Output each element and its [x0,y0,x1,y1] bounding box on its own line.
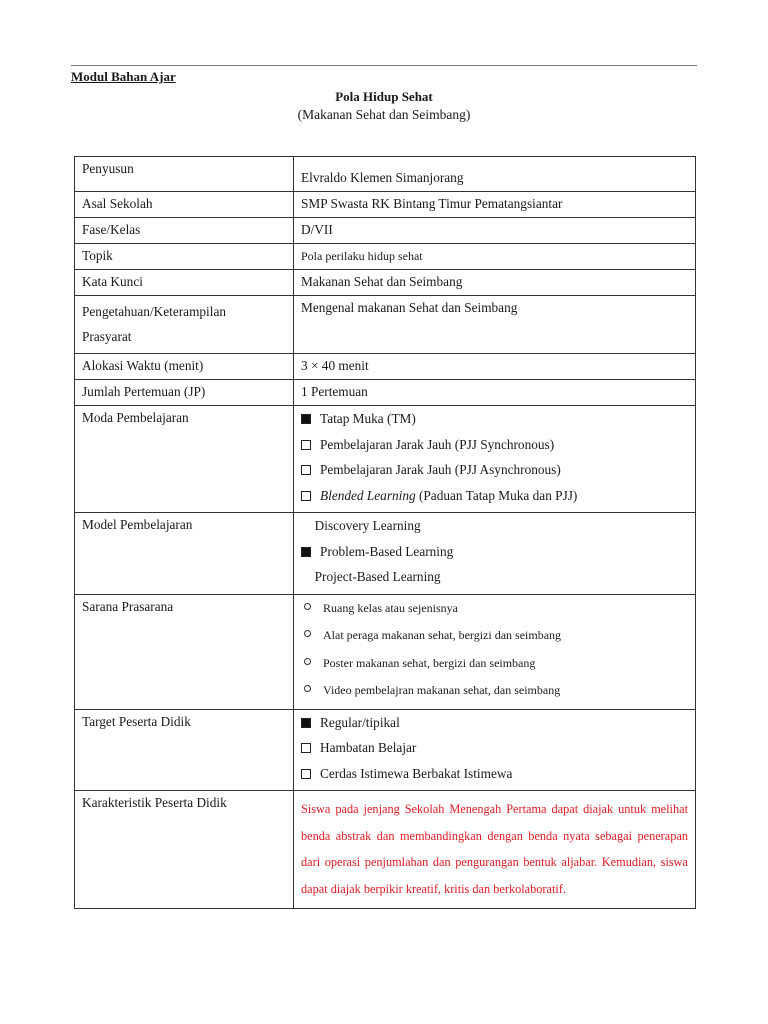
row-sarana [75,594,696,709]
sarana-item-text: Poster makanan sehat, bergizi dan seimbang [323,655,536,670]
key-fase-kelas: Fase/Kelas [75,218,294,244]
value-prasyarat: Mengenal makanan Sehat dan Seimbang [294,296,696,354]
key-model: Model Pembelajaran [75,513,294,595]
key-prasyarat-line1: Pengetahuan/Keterampilan [82,304,226,319]
key-alokasi-waktu: Alokasi Waktu (menit) [75,354,294,380]
value-penyusun [294,157,696,192]
moda-option-label: Pembelajaran Jarak Jauh (PJJ Synchronous) [320,436,555,452]
model-option-project-based: Project-Based Learning [301,569,427,584]
blended-rest: (Paduan Tatap Muka dan PJJ) [415,487,578,503]
model-option-label: Problem-Based Learning [320,543,454,559]
moda-option-label: Pembelajaran Jarak Jauh (PJJ Asynchronous) [320,462,561,477]
row-asal-sekolah [75,192,696,218]
model-option-problem-based [301,539,688,565]
moda-option-pjj-async [301,457,688,483]
moda-option-blended [301,483,688,509]
unchecked-box-icon [301,491,311,501]
unchecked-box-icon [301,465,311,475]
value-sarana [294,594,696,709]
sarana-item-text: Video pembelajran makanan sehat, dan seimbang [323,683,561,697]
key-prasyarat-line2: Prasyarat [82,329,132,344]
key-jumlah-pertemuan: Jumlah Pertemuan (JP) [75,380,294,406]
sarana-item [301,622,688,650]
blended-italic: Blended Learning [320,487,416,503]
checked-box-icon [301,547,311,557]
checked-box-icon [301,718,311,728]
key-penyusun: Penyusun [75,157,294,192]
row-fase-kelas [75,218,696,244]
key-kata-kunci: Kata Kunci [75,270,294,296]
key-moda: Moda Pembelajaran [75,406,294,513]
target-option-hambatan [301,735,688,761]
row-model [75,513,696,595]
row-karakteristik [75,791,696,909]
bullet-circle-icon [304,630,311,637]
top-rule [71,65,697,66]
karakteristik-text: Siswa pada jenjang Sekolah Menengah Pertama dapat diajak untuk melihat benda abstrak dan membandingkan dengan benda nyata sebagai penerapan dari operasi penjumlahan dan pengurangan bentuk aljabar. Kemudian, siswa dapat diajak berpikir kreatif, kritis dan berkolaboratif. [301,802,688,896]
value-alokasi-waktu: 3 × 40 menit [294,354,696,380]
target-option-label: Hambatan Belajar [320,740,417,755]
target-option-regular [301,710,688,736]
document-title: Pola Hidup Sehat [335,89,433,104]
value-topik: Pola perilaku hidup sehat [294,244,696,270]
row-prasyarat [75,296,696,354]
value-asal-sekolah: SMP Swasta RK Bintang Timur Pematangsiantar [294,192,696,218]
key-sarana: Sarana Prasarana [75,594,294,709]
key-asal-sekolah: Asal Sekolah [75,192,294,218]
target-option-label: Regular/tipikal [320,714,400,730]
row-target [75,709,696,791]
value-jumlah-pertemuan: 1 Pertemuan [294,380,696,406]
value-karakteristik [294,791,696,909]
moda-option-tm [301,406,688,432]
row-kata-kunci [75,270,696,296]
document-subtitle: (Makanan Sehat dan Seimbang) [297,107,471,122]
unchecked-box-icon [301,440,311,450]
row-jumlah-pertemuan [75,380,696,406]
value-moda [294,406,696,513]
author-name: Elvraldo Klemen Simanjorang [301,170,464,185]
key-topik: Topik [75,244,294,270]
bullet-circle-icon [304,685,311,692]
sarana-item-text: Ruang kelas atau sejenisnya [323,600,458,615]
bullet-circle-icon [304,603,311,610]
key-target: Target Peserta Didik [75,709,294,791]
checked-box-icon [301,414,311,424]
sarana-item [301,677,688,705]
value-target [294,709,696,791]
module-label: Modul Bahan Ajar [71,69,176,84]
target-option-label: Cerdas Istimewa Berbakat Istimewa [320,765,513,781]
value-kata-kunci: Makanan Sehat dan Seimbang [294,270,696,296]
row-topik [75,244,696,270]
value-model [294,513,696,595]
unchecked-box-icon [301,743,311,753]
sarana-item-text: Alat peraga makanan sehat, bergizi dan seimbang [323,628,562,642]
moda-option-label: Tatap Muka (TM) [320,411,416,426]
bullet-circle-icon [304,658,311,665]
value-fase-kelas: D/VII [294,218,696,244]
sarana-item [301,650,688,678]
row-moda [75,406,696,513]
key-prasyarat [75,296,294,354]
unchecked-box-icon [301,769,311,779]
module-info-table [74,156,696,909]
row-alokasi-waktu [75,354,696,380]
key-karakteristik: Karakteristik Peserta Didik [75,791,294,909]
model-option-discovery: Discovery Learning [301,518,407,533]
moda-option-pjj-sync [301,432,688,458]
row-penyusun [75,157,696,192]
target-option-cerdas [301,761,688,787]
sarana-item [301,595,688,623]
